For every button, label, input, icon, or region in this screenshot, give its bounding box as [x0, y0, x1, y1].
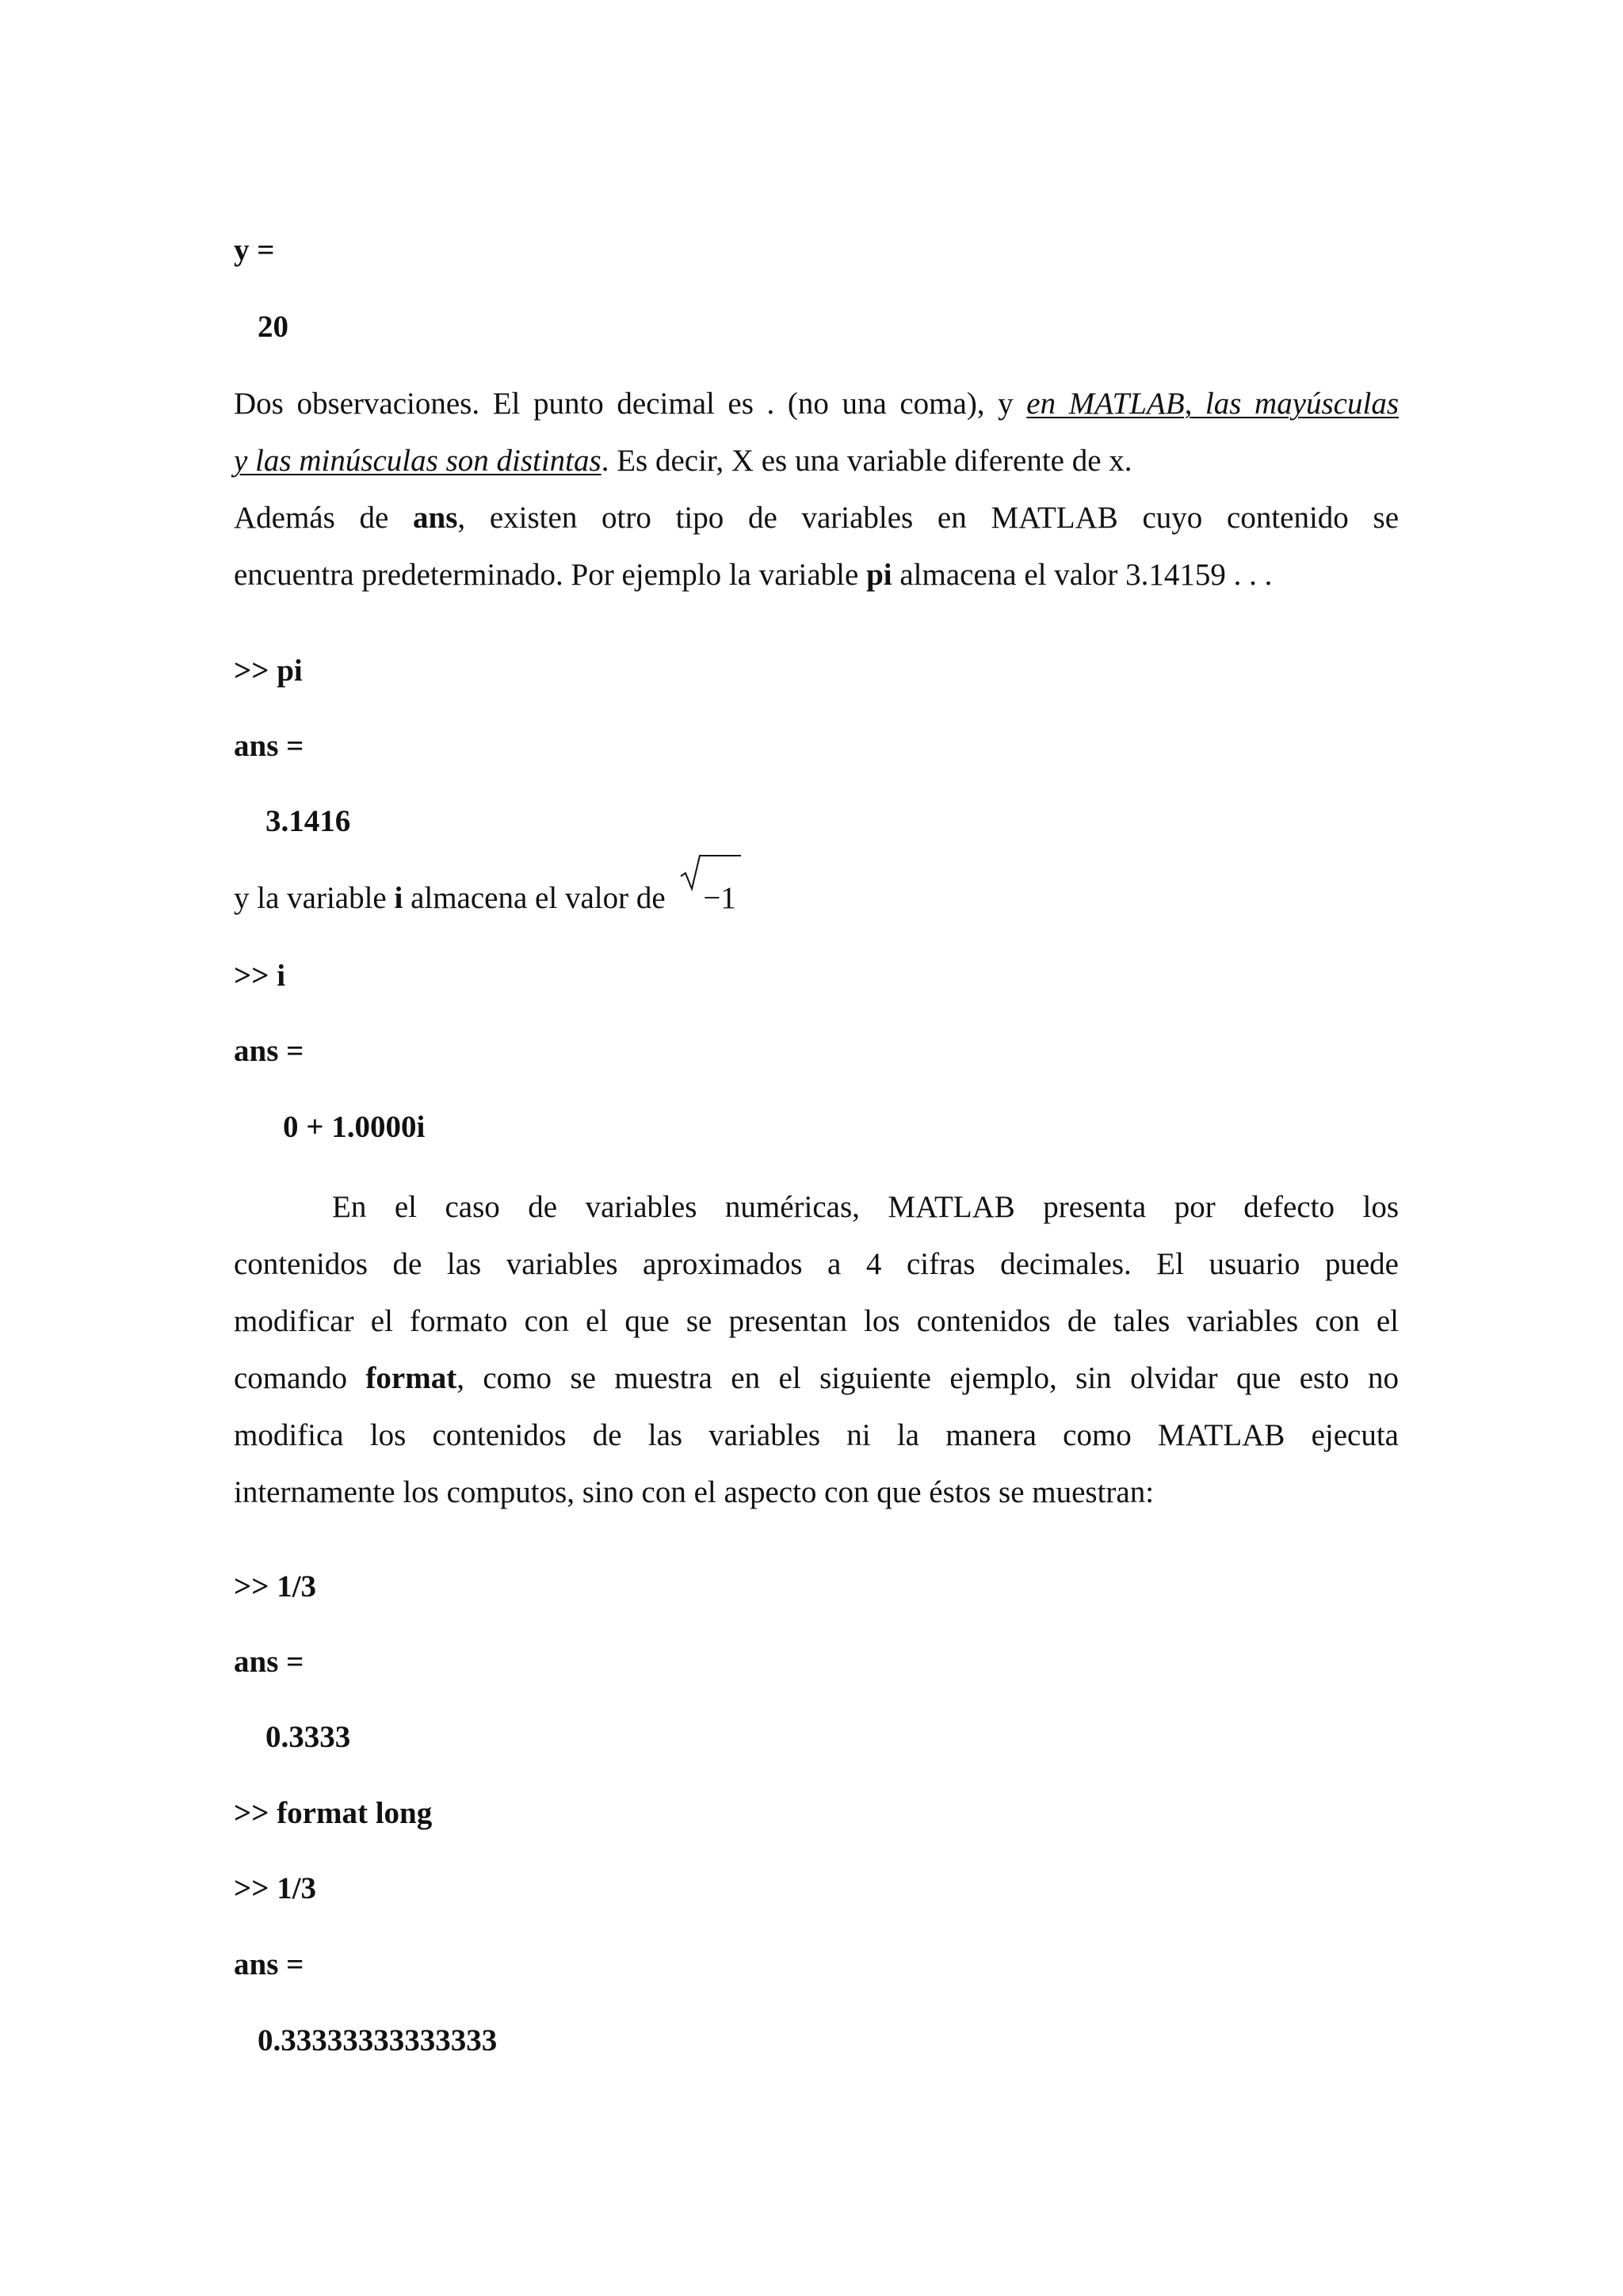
- output-value-short: 0.3333: [265, 1720, 351, 1754]
- obs-underlined-italic: y las minúsculas son distintas: [234, 444, 601, 478]
- i-desc-text: y la variable: [234, 881, 395, 915]
- keyword-i: i: [394, 881, 403, 915]
- predefined-variables-paragraph: [234, 490, 1399, 604]
- format-text: , como se muestra en el siguiente ejemplo, sin olvidar que esto no: [456, 1361, 1399, 1395]
- predef-text: , existen otro tipo de variables en MATLAB cuyo contenido se: [457, 501, 1400, 535]
- ans-label: ans =: [234, 1034, 304, 1068]
- output-value-y: 20: [258, 310, 288, 344]
- i-description: [234, 883, 736, 913]
- command-pi: >> pi: [234, 654, 303, 688]
- keyword-pi: pi: [866, 558, 892, 592]
- format-line-4: [234, 1350, 1399, 1407]
- command-i: >> i: [234, 959, 286, 993]
- ans-label: ans =: [234, 1947, 304, 1981]
- command-format-long: >> format long: [234, 1796, 433, 1830]
- output-value-long: 0.33333333333333: [258, 2023, 498, 2058]
- i-desc-text: almacena el valor de: [403, 881, 666, 915]
- obs-text: . Es decir, X es una variable diferente de x.: [601, 444, 1132, 478]
- obs-line-2: [234, 433, 1399, 490]
- sqrt-symbol-icon: [679, 852, 743, 894]
- format-paragraph: [234, 1179, 1399, 1521]
- keyword-format: format: [365, 1361, 457, 1395]
- predef-line-1: [234, 490, 1399, 547]
- ans-label: ans =: [234, 1645, 304, 1679]
- command-one-third: >> 1/3: [234, 1569, 317, 1604]
- obs-line-1: [234, 376, 1399, 433]
- format-line-1: En el caso de variables numéricas, MATLAB presenta por defecto los: [332, 1190, 1399, 1224]
- sqrt-minus-one-formula: [682, 883, 736, 913]
- sqrt-radicand: −1: [703, 881, 736, 915]
- predef-text: almacena el valor 3.14159 . . .: [892, 558, 1273, 592]
- format-line-6: internamente los computos, sino con el aspecto con que éstos se muestran:: [234, 1475, 1155, 1509]
- format-line-2: contenidos de las variables aproximados a 4 cifras decimales. El usuario puede: [234, 1247, 1399, 1281]
- keyword-ans: ans: [413, 501, 458, 535]
- observations-paragraph: [234, 376, 1399, 490]
- predef-line-2: [234, 547, 1399, 604]
- obs-text: Dos observaciones. El punto decimal es . (no una coma), y: [234, 387, 1027, 421]
- format-line-5: modifica los contenidos de las variables ni la manera como MATLAB ejecuta: [234, 1418, 1399, 1452]
- output-value-pi: 3.1416: [265, 804, 351, 838]
- output-variable-y: y =: [234, 233, 275, 267]
- format-text: comando: [234, 1361, 366, 1395]
- output-value-i: 0 + 1.0000i: [283, 1110, 426, 1144]
- predef-text: encuentra predeterminado. Por ejemplo la variable: [234, 558, 867, 592]
- ans-label: ans =: [234, 729, 304, 763]
- format-line-3: modificar el formato con el que se presentan los contenidos de tales variables con el: [234, 1304, 1399, 1338]
- command-one-third: >> 1/3: [234, 1871, 317, 1905]
- predef-text: Además de: [234, 501, 414, 535]
- obs-underlined-italic: en MATLAB, las mayúsculas: [1026, 387, 1399, 421]
